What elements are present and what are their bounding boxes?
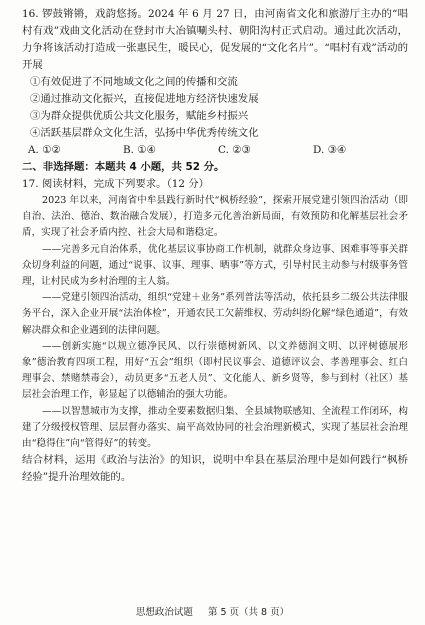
- footer-subject: 思想政治试题: [135, 607, 193, 618]
- answer-choices: [28, 142, 408, 159]
- choice-d: D. ③④: [313, 144, 347, 156]
- material-paragraph: 2023 年以来，河南省中牟县践行新时代“枫桥经验”，探索开展党建引领四治活动（即自治、法治、德治、数治融合发展），打造多元化善治新局面，有效预防和化解基层社会矛盾，实现了社会矛盾内控、社会大局和谐稳定。: [22, 195, 408, 239]
- question-17-task: 结合材料，运用《政治与法治》的知识，说明中牟县在基层治理中是如何践行“枫桥经验”提升治理效能的。: [22, 454, 408, 484]
- option-2: ②通过推动文化振兴，直接促进地方经济快速发展: [30, 93, 259, 105]
- option-1: ①有效促进了不同地域文化之间的传播和交流: [30, 76, 238, 88]
- material-paragraph: ——完善多元自治体系，优化基层议事协商工作机制，就群众身边事、困难事等事关群众切身利益的问题，通过“说事、议事、理事、晒事”等方式，引导村民主动参与村级事务管理，让村民成为乡村治理的主人翁。: [22, 243, 408, 288]
- choice-a: A. ①②: [28, 144, 61, 156]
- section-heading: 二、非选择题：本题共 4 小题，共 52 分。: [22, 161, 225, 173]
- question-16-stem: 16. 锣鼓锵锵，戏韵悠扬。2024 年 6 月 27 日，由河南省文化和旅游厅主办的“唱村有戏”戏曲文化活动在登封市大冶镇唰头村、朝阳沟村正式启动。通过此次活动，力争将该活动打造成一张惠民生，暖民心，促发展的“文化名片”。“唱村有戏”活动的开展: [22, 8, 408, 71]
- material-paragraph: ——党建引领四治活动，组织“党建＋业务”系列普法等活动，依托县乡二级公共法律服务平台，深入企业开展“法治体检”，开通农民工欠薪维权、劳动纠纷化解“绿色通道”，有效解决群众和企业遇到的法律问题。: [22, 292, 408, 336]
- question-17-stem: 17. 阅读材料，完成下列要求。（12 分）: [22, 178, 210, 190]
- footer-page-number: 第 5 页（共 8 页）: [207, 607, 290, 618]
- material-paragraph: ——创新实施“以规立德净民风、以行崇德树新风、以文养德润文明、以评树德展形象”德治教育四项工程，用好“五会”组织（即村民议事会、道德评议会、孝善理事会、红白理事会、禁赌禁毒会），动员更多“五老人员”、文化能人、新乡贤等，参与到村（社区）基层社会治理工作，彰显起了以德辅治的强大功能。: [22, 340, 408, 401]
- choice-b: B. ①④: [123, 144, 156, 156]
- material-paragraph: ——以智慧城市为支撑，推动全要素数据归集、全县域物联感知、全流程工作闭环，构建了分级授权管理、层层督办落实、扁平高效协同的社会治理新模式，实现了基层社会治理由“稳得住”向“管得好”的转变。: [22, 405, 408, 450]
- option-4: ④活跃基层群众文化生活，弘扬中华优秀传统文化: [30, 127, 259, 139]
- choice-c: C. ②③: [218, 144, 251, 156]
- page-footer: [0, 604, 425, 618]
- option-3: ③为群众提供优质公共文化服务，赋能乡村振兴: [30, 110, 249, 122]
- exam-page: [22, 6, 408, 486]
